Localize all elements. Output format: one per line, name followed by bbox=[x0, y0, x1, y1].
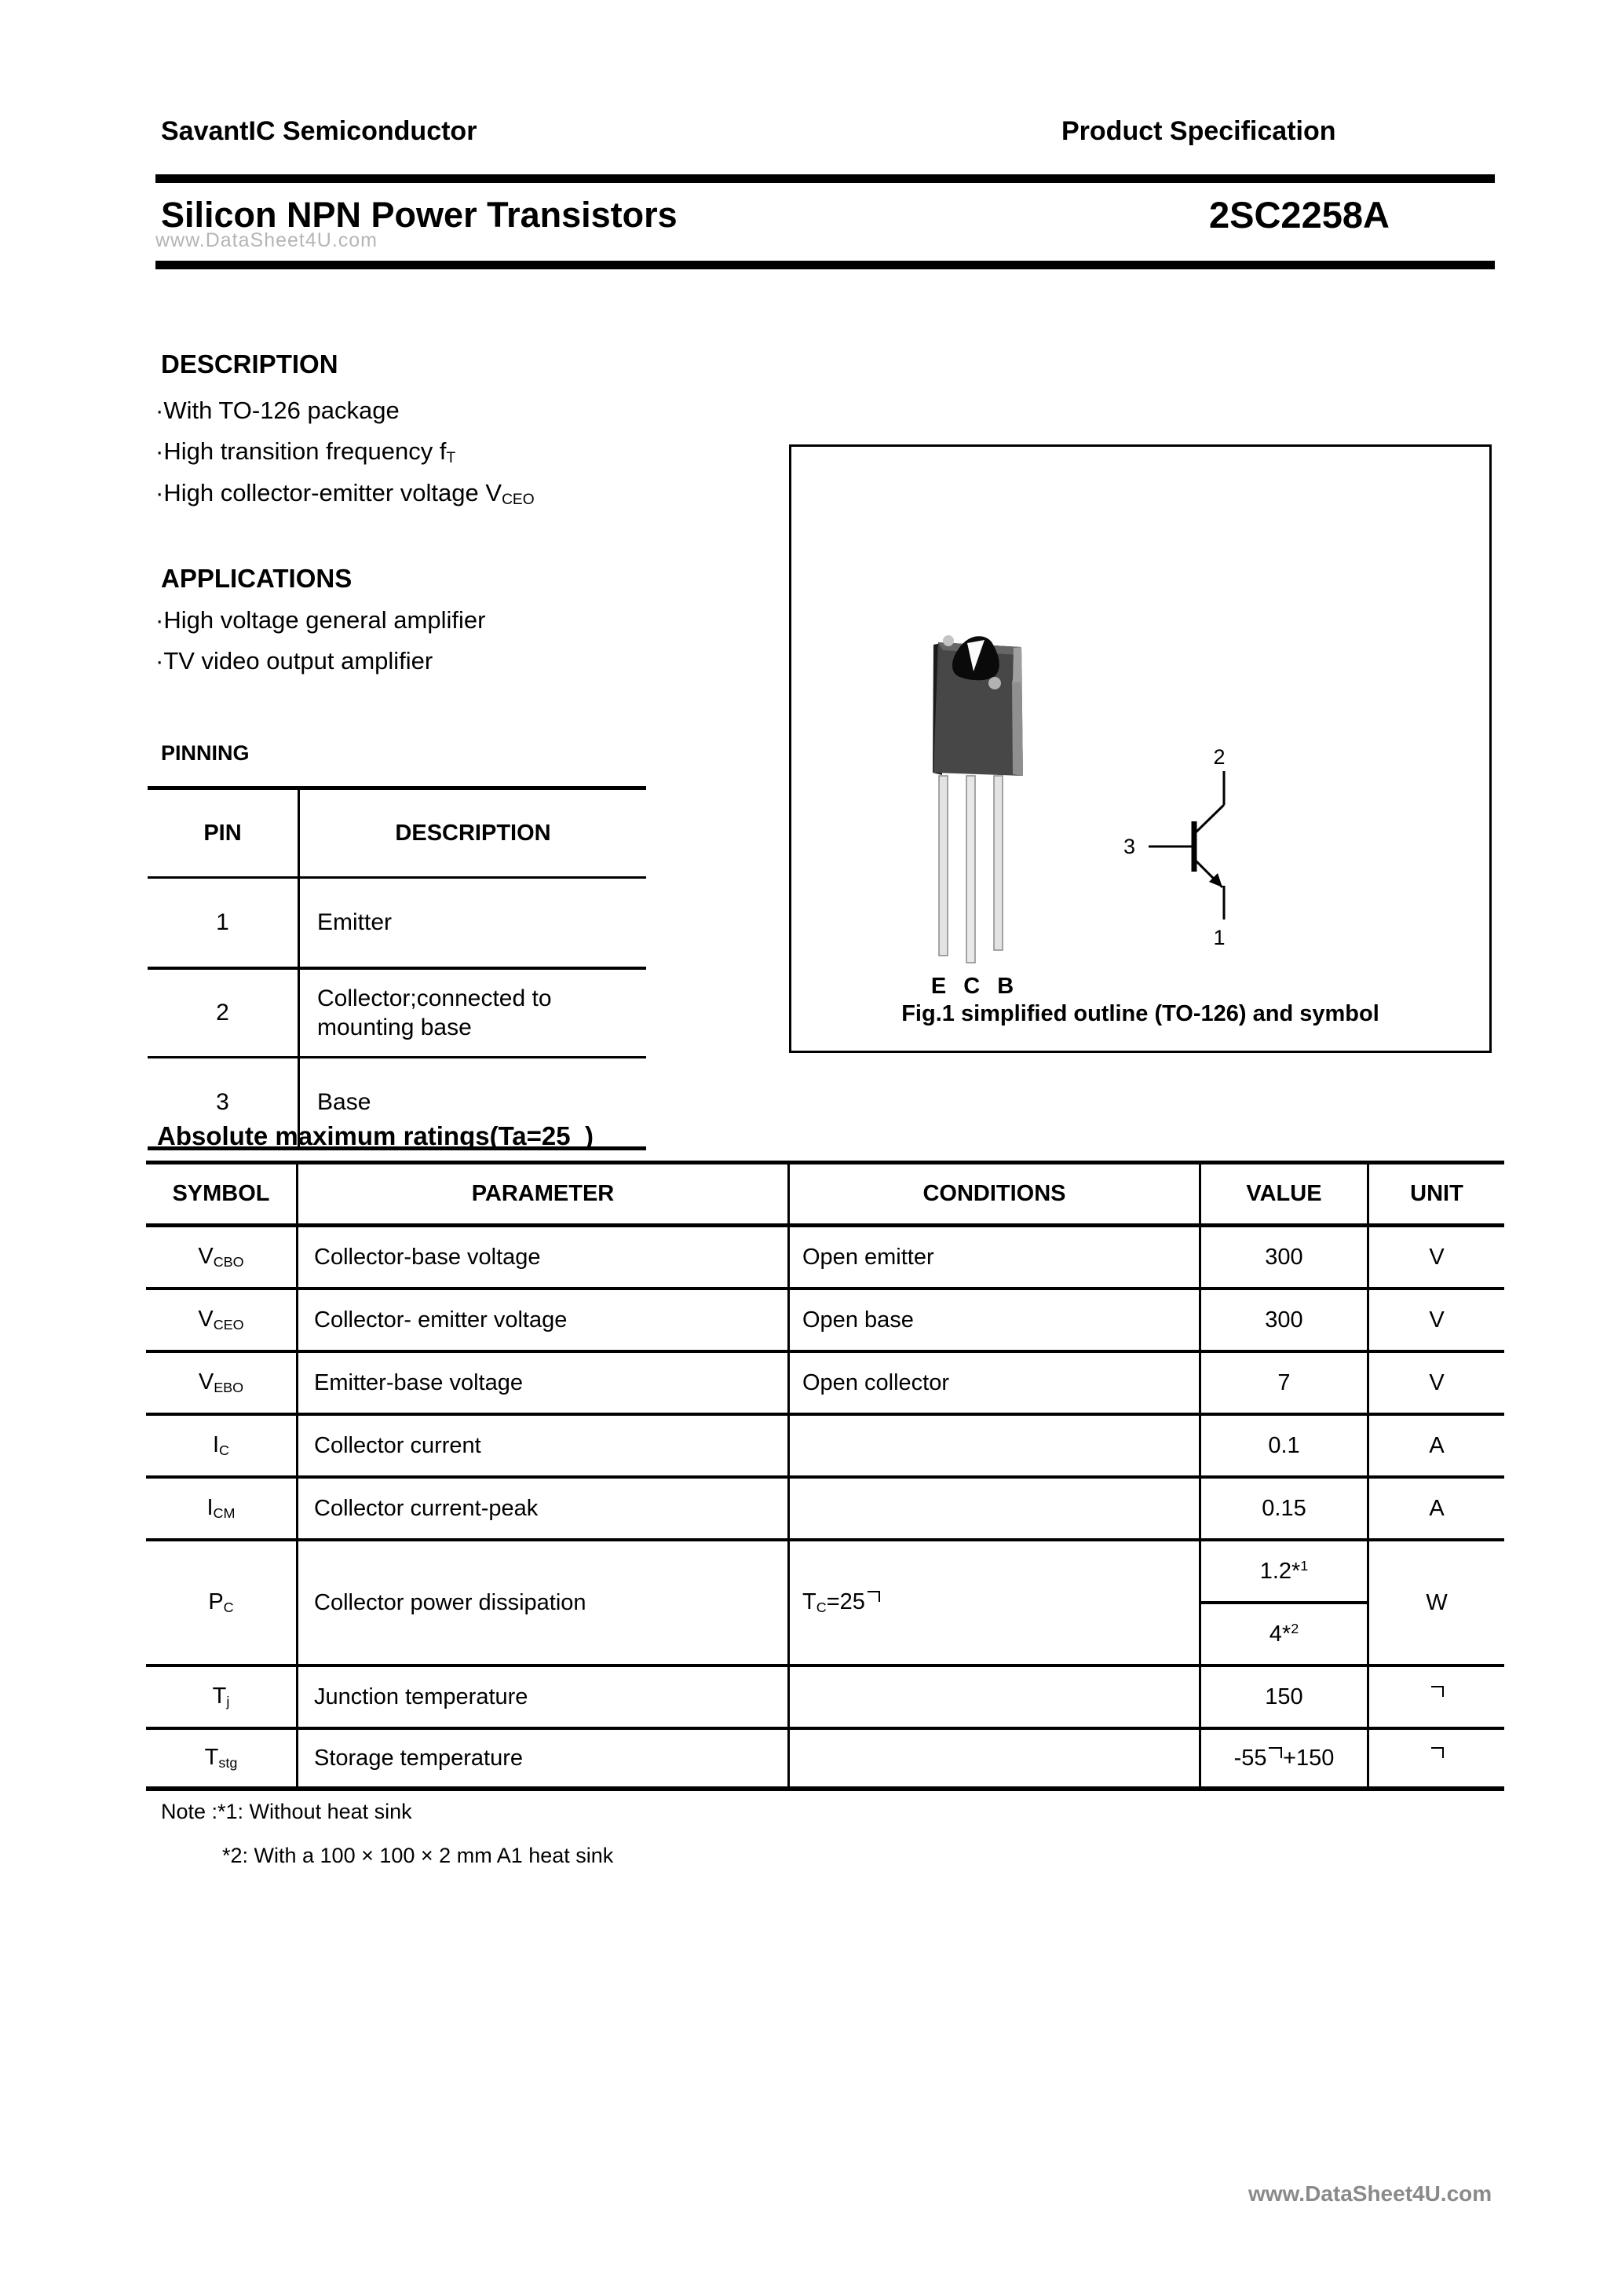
table-row bbox=[146, 1289, 1504, 1351]
table-row bbox=[148, 878, 646, 969]
rating-parameter: Collector current bbox=[298, 1414, 789, 1477]
rating-conditions bbox=[789, 1665, 1200, 1728]
rating-value: 1.2*$^1$ bbox=[1200, 1540, 1368, 1603]
description-item: ·High transition frequency $f_T$ bbox=[155, 437, 456, 467]
npn-symbol bbox=[1149, 771, 1224, 919]
rating-value: 300 bbox=[1200, 1289, 1368, 1351]
description-item: ·High collector-emitter voltage $V_{CEO}$ bbox=[155, 479, 535, 509]
rating-value: 0.15 bbox=[1200, 1477, 1368, 1540]
pinning-col-description: DESCRIPTION bbox=[299, 788, 647, 878]
rating-unit bbox=[1368, 1665, 1505, 1728]
rating-parameter: Emitter-base voltage bbox=[298, 1351, 789, 1414]
symbol-pin-2-label: 2 bbox=[1213, 745, 1226, 769]
figure-caption: Fig.1 simplified outline (TO-126) and symbol bbox=[901, 1001, 1379, 1026]
rating-conditions: Open collector bbox=[789, 1351, 1200, 1414]
pinning-header-row bbox=[148, 788, 646, 878]
table-row bbox=[146, 1226, 1504, 1289]
rating-unit: V bbox=[1368, 1289, 1505, 1351]
applications-item: ·High voltage general amplifier bbox=[155, 606, 486, 634]
package-pin-label: E C B bbox=[930, 974, 1020, 999]
rating-value: -55 +150 bbox=[1200, 1728, 1368, 1789]
rating-conditions: Open base bbox=[789, 1289, 1200, 1351]
rating-parameter: Collector power dissipation bbox=[298, 1540, 789, 1665]
pinning-table bbox=[148, 786, 646, 1150]
rating-unit: V bbox=[1368, 1351, 1505, 1414]
rating-symbol: $T_{stg}$ bbox=[146, 1728, 298, 1789]
ratings-col-symbol: SYMBOL bbox=[146, 1163, 298, 1226]
leg-collector bbox=[966, 776, 975, 963]
rating-parameter: Storage temperature bbox=[298, 1728, 789, 1789]
note-line: Note :*1: Without heat sink bbox=[161, 1800, 412, 1823]
rating-parameter: Collector current-peak bbox=[298, 1477, 789, 1540]
rating-conditions bbox=[789, 1728, 1200, 1789]
page-title: Silicon NPN Power Transistors bbox=[161, 195, 678, 235]
applications-heading: APPLICATIONS bbox=[161, 564, 353, 593]
rating-parameter: Collector- emitter voltage bbox=[298, 1289, 789, 1351]
pinning-heading: PINNING bbox=[161, 741, 250, 765]
part-number: 2SC2258A bbox=[1209, 194, 1390, 236]
description-heading: DESCRIPTION bbox=[161, 349, 338, 378]
pin-number: 2 bbox=[148, 968, 299, 1058]
pin-description: Collector;connected to mounting base bbox=[299, 968, 647, 1058]
collector-lead bbox=[1193, 805, 1224, 835]
pinning-col-pin: PIN bbox=[148, 788, 299, 878]
pin-number: 1 bbox=[148, 878, 299, 969]
rating-conditions bbox=[789, 1414, 1200, 1477]
table-row bbox=[146, 1540, 1504, 1603]
description-item: ·With TO-126 package bbox=[155, 397, 400, 424]
rating-symbol: $P_C$ bbox=[146, 1540, 298, 1665]
table-row bbox=[146, 1477, 1504, 1540]
ratings-col-conditions: CONDITIONS bbox=[789, 1163, 1200, 1226]
document-type: Product Specification bbox=[1061, 116, 1336, 146]
rating-unit: V bbox=[1368, 1226, 1505, 1289]
ratings-header-row bbox=[146, 1163, 1504, 1226]
rating-unit: A bbox=[1368, 1477, 1505, 1540]
rating-parameter: Collector-base voltage bbox=[298, 1226, 789, 1289]
ratings-heading: Absolute maximum ratings(Ta=25 ) bbox=[157, 1121, 594, 1150]
figure-drawing bbox=[791, 447, 1485, 1046]
leg-base bbox=[994, 776, 1003, 950]
rating-symbol: $T_j$ bbox=[146, 1665, 298, 1728]
table-row bbox=[146, 1414, 1504, 1477]
rating-unit bbox=[1368, 1728, 1505, 1789]
note-line: *2: With a 100 × 100 × 2 mm A1 heat sink bbox=[222, 1844, 614, 1867]
company-name: SavantIC Semiconductor bbox=[161, 116, 477, 146]
symbol-pin-1-label: 1 bbox=[1213, 926, 1226, 949]
package-legs bbox=[939, 776, 1003, 963]
applications-item: ·TV video output amplifier bbox=[155, 647, 433, 675]
rating-unit: A bbox=[1368, 1414, 1505, 1477]
rating-symbol: $I_{CM}$ bbox=[146, 1477, 298, 1540]
rating-value: 150 bbox=[1200, 1665, 1368, 1728]
watermark: www.DataSheet4U.com bbox=[155, 229, 378, 251]
rating-symbol: $V_{CBO}$ bbox=[146, 1226, 298, 1289]
rating-value: 300 bbox=[1200, 1226, 1368, 1289]
table-row bbox=[148, 968, 646, 1058]
rating-value: 4*$^2$ bbox=[1200, 1603, 1368, 1665]
table-row bbox=[146, 1665, 1504, 1728]
table-row bbox=[146, 1351, 1504, 1414]
rating-value: 7 bbox=[1200, 1351, 1368, 1414]
pin-description: Base bbox=[299, 1058, 647, 1149]
rating-conditions: $T_C=25$ bbox=[789, 1540, 1200, 1665]
rating-unit: W bbox=[1368, 1540, 1505, 1665]
mounting-dot bbox=[988, 677, 1001, 689]
table-row bbox=[146, 1728, 1504, 1789]
ratings-col-unit: UNIT bbox=[1368, 1163, 1505, 1226]
rating-symbol: $V_{EBO}$ bbox=[146, 1351, 298, 1414]
ratings-table bbox=[146, 1161, 1504, 1791]
rating-conditions bbox=[789, 1477, 1200, 1540]
footer-watermark: www.DataSheet4U.com bbox=[1248, 2181, 1492, 2206]
rating-conditions: Open emitter bbox=[789, 1226, 1200, 1289]
header-rule-top bbox=[155, 174, 1495, 183]
ratings-col-value: VALUE bbox=[1200, 1163, 1368, 1226]
rating-value: 0.1 bbox=[1200, 1414, 1368, 1477]
ratings-col-parameter: PARAMETER bbox=[298, 1163, 789, 1226]
rating-symbol: $I_C$ bbox=[146, 1414, 298, 1477]
transistor-package-photo bbox=[931, 635, 1023, 999]
rating-symbol: $V_{CEO}$ bbox=[146, 1289, 298, 1351]
rating-parameter: Junction temperature bbox=[298, 1665, 789, 1728]
pin-number: 3 bbox=[148, 1058, 299, 1149]
mounting-dot bbox=[943, 635, 954, 646]
leg-emitter bbox=[939, 776, 948, 956]
symbol-pin-3-label: 3 bbox=[1123, 835, 1135, 858]
header-rule-bottom bbox=[155, 261, 1495, 269]
pin-description: Emitter bbox=[299, 878, 647, 969]
figure-box bbox=[789, 444, 1492, 1053]
